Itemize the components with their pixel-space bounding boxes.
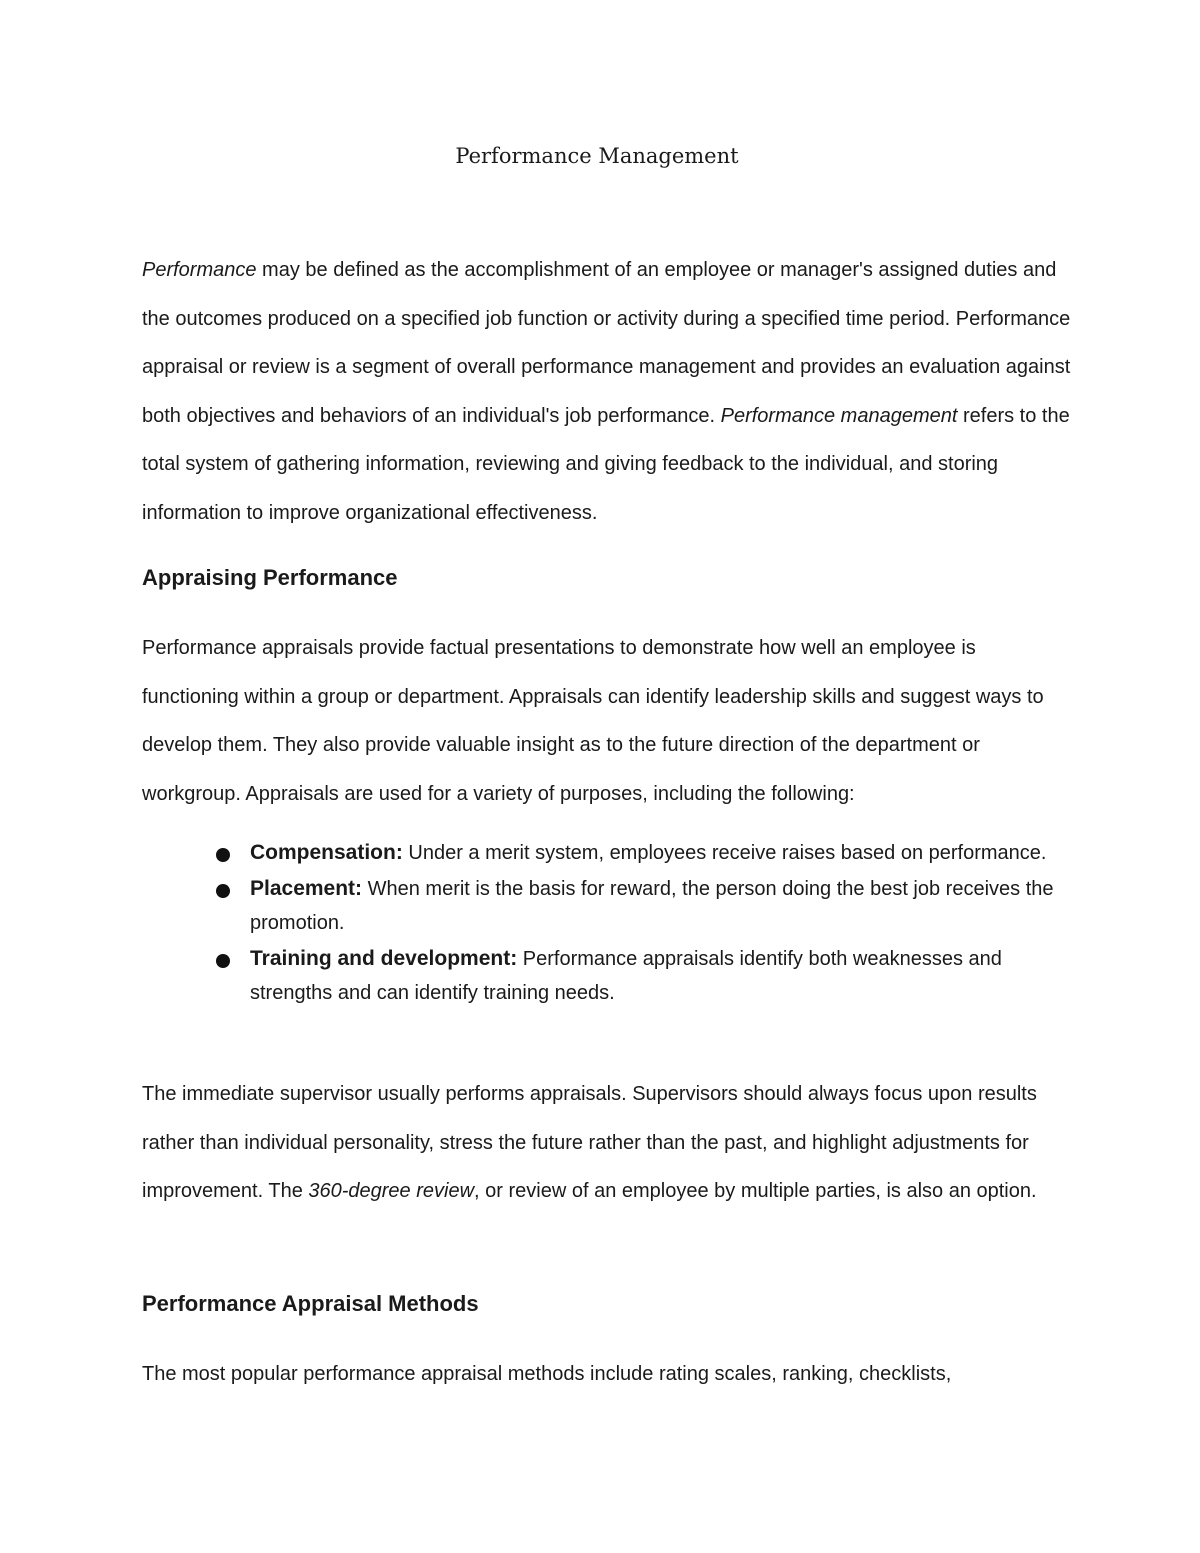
section-heading-appraisal-methods: Performance Appraisal Methods	[142, 1291, 479, 1316]
document-title: Performance Management	[455, 144, 739, 168]
intro-paragraph	[142, 246, 1072, 538]
bullet-term: Placement:	[250, 877, 363, 900]
methods-paragraph: The most popular performance appraisal methods include rating scales, ranking, checklists,	[142, 1363, 952, 1385]
supervisor-text-1: The immediate supervisor usually performs appraisals. Supervisors should always focus upon results rather than individual personality, stress the future rather than the past, and highlight adjustments for improvement. The	[142, 1083, 1037, 1203]
bullet-term: Training and development:	[250, 947, 518, 970]
term-performance: Performance	[142, 259, 257, 281]
appraising-paragraph: Performance appraisals provide factual presentations to demonstrate how well an employee is functioning within a group or department. Appraisals can identify leadership skills and suggest ways to develop them. They also provide valuable insight as to the future direction of the department or workgroup. Appraisals are used for a variety of purposes, including the following:	[142, 637, 1044, 805]
supervisor-paragraph	[142, 1070, 1072, 1216]
bullet-term: Compensation:	[250, 841, 403, 864]
list-item	[214, 872, 1084, 940]
list-item	[214, 836, 1084, 870]
list-item	[214, 942, 1084, 1010]
section-heading-appraising-performance: Appraising Performance	[142, 565, 398, 590]
bullet-text: Under a merit system, employees receive raises based on performance.	[402, 842, 1047, 864]
term-performance-management: Performance management	[720, 404, 958, 427]
bullet-icon	[216, 884, 230, 898]
bullet-text: Performance appraisals identify both weaknesses and strengths and can identify training needs.	[250, 948, 1002, 1004]
bullet-text: When merit is the basis for reward, the person doing the best job receives the promotion.	[250, 878, 1054, 934]
supervisor-text-2: , or review of an employee by multiple parties, is also an option.	[474, 1180, 1037, 1203]
purposes-list	[214, 836, 1084, 1012]
intro-text-1: may be defined as the accomplishment of an employee or manager's assigned duties and the outcomes produced on a specified job function or activity during a specified time period. Performance appraisal or review is a segment of overall performance management and provides an evaluation against both objectives and behaviors of an individual's job performance.	[142, 259, 1071, 427]
term-360-degree-review: 360-degree review	[308, 1180, 475, 1203]
intro-text-2: refers to the total system of gathering information, reviewing and giving feedback to the individual, and storing information to improve organizational effectiveness.	[142, 404, 1070, 524]
bullet-icon	[216, 954, 230, 968]
bullet-icon	[216, 848, 230, 862]
